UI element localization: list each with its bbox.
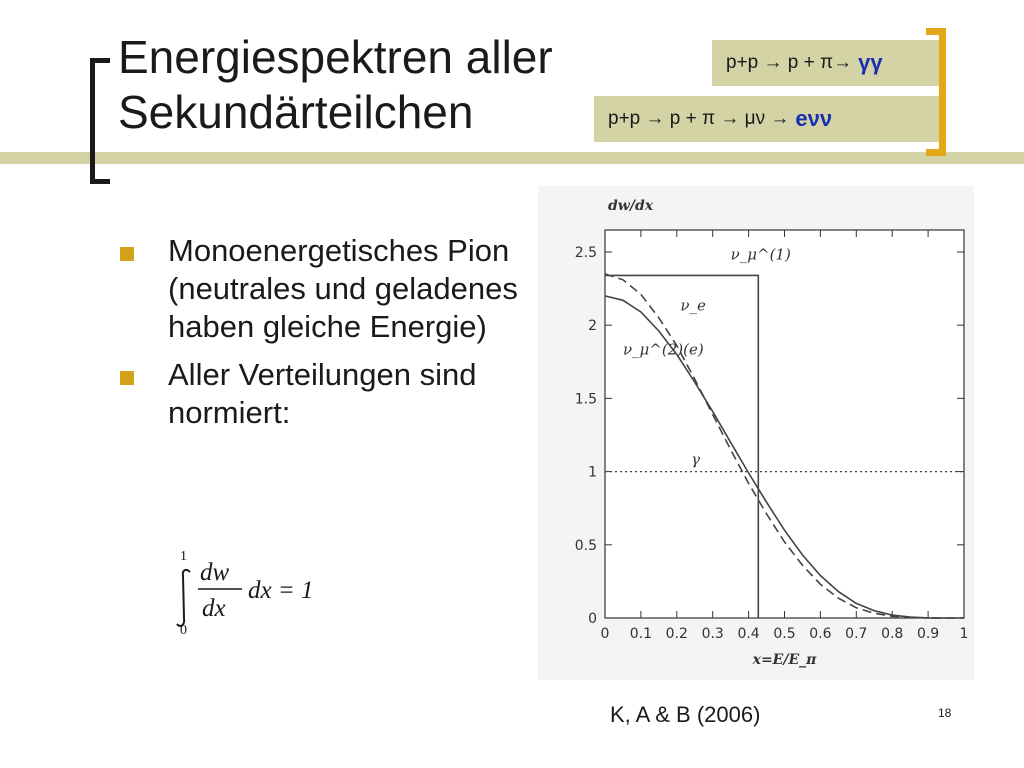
- integral-sign-icon: [177, 570, 190, 626]
- x-tick-label: 0.9: [916, 626, 940, 642]
- title-line-1: Energiespektren aller: [118, 31, 553, 83]
- x-tick-label: 0.2: [665, 626, 688, 642]
- x-tick-label: 0.1: [629, 626, 653, 642]
- right-bracket: [926, 28, 946, 156]
- x-tick-label: 0.4: [737, 626, 760, 642]
- x-tick-label: 0.3: [701, 626, 724, 642]
- y-tick-label: 2: [588, 318, 597, 335]
- reaction-2-product: eνν: [795, 106, 833, 131]
- plot-frame: [605, 230, 964, 618]
- x-tick-label: 0.8: [881, 626, 904, 642]
- chart-svg: [538, 186, 974, 680]
- integral-upper-limit: 1: [180, 549, 187, 564]
- curve-annotation: ν_μ^(2)(e): [622, 340, 704, 359]
- bullet-text: Monoenergetisches Pion (neutrales und geladenes haben gleiche Energie): [168, 233, 518, 344]
- bullet-text: Aller Verteilungen sind normiert:: [168, 357, 477, 430]
- bullet-square-icon: [120, 247, 134, 261]
- title-line-2: Sekundärteilchen: [118, 86, 474, 138]
- curve-annotation: ν_μ^(1): [730, 245, 791, 264]
- bullet-item: [118, 356, 538, 432]
- bullet-item: [118, 232, 538, 346]
- y-tick-label: 2.5: [574, 244, 597, 261]
- reaction-2-prefix: p+p → p + π → μν →: [608, 108, 790, 129]
- reaction-1-prefix: p+p → p + π→: [726, 52, 853, 73]
- y-tick-label: 0: [588, 611, 597, 627]
- normalization-formula: [170, 540, 350, 640]
- bullet-list: [118, 232, 538, 442]
- y-tick-label: 0.5: [574, 537, 597, 554]
- y-tick-label: 1.5: [574, 391, 597, 408]
- y-axis-label: dw/dx: [608, 198, 654, 214]
- fraction-numerator: dw: [200, 559, 230, 586]
- left-bracket: [90, 58, 110, 184]
- reaction-box-gamma: [712, 40, 944, 86]
- slide-title: [118, 30, 553, 140]
- x-axis-label: x=E/E_π: [752, 652, 817, 668]
- bullet-square-icon: [120, 371, 134, 385]
- y-tick-label: 1: [588, 464, 597, 481]
- curve-annotation: γ: [691, 450, 701, 469]
- reaction-box-electron: [594, 96, 944, 142]
- x-tick-label: 0.5: [773, 626, 796, 642]
- curve-annotation: ν_e: [680, 296, 706, 315]
- fraction-denominator: dx: [202, 595, 226, 622]
- x-tick-label: 1: [959, 626, 969, 642]
- x-tick-label: 0: [600, 626, 610, 642]
- citation: K, A & B (2006): [610, 702, 761, 727]
- accent-bar: [0, 152, 1024, 164]
- page-number: 18: [938, 706, 952, 720]
- energy-spectrum-chart: [538, 186, 974, 680]
- formula-rest: dx = 1: [248, 577, 314, 604]
- x-tick-label: 0.7: [845, 626, 868, 642]
- x-tick-label: 0.6: [809, 626, 832, 642]
- integral-lower-limit: 0: [180, 623, 187, 638]
- reaction-1-product: γγ: [858, 50, 883, 75]
